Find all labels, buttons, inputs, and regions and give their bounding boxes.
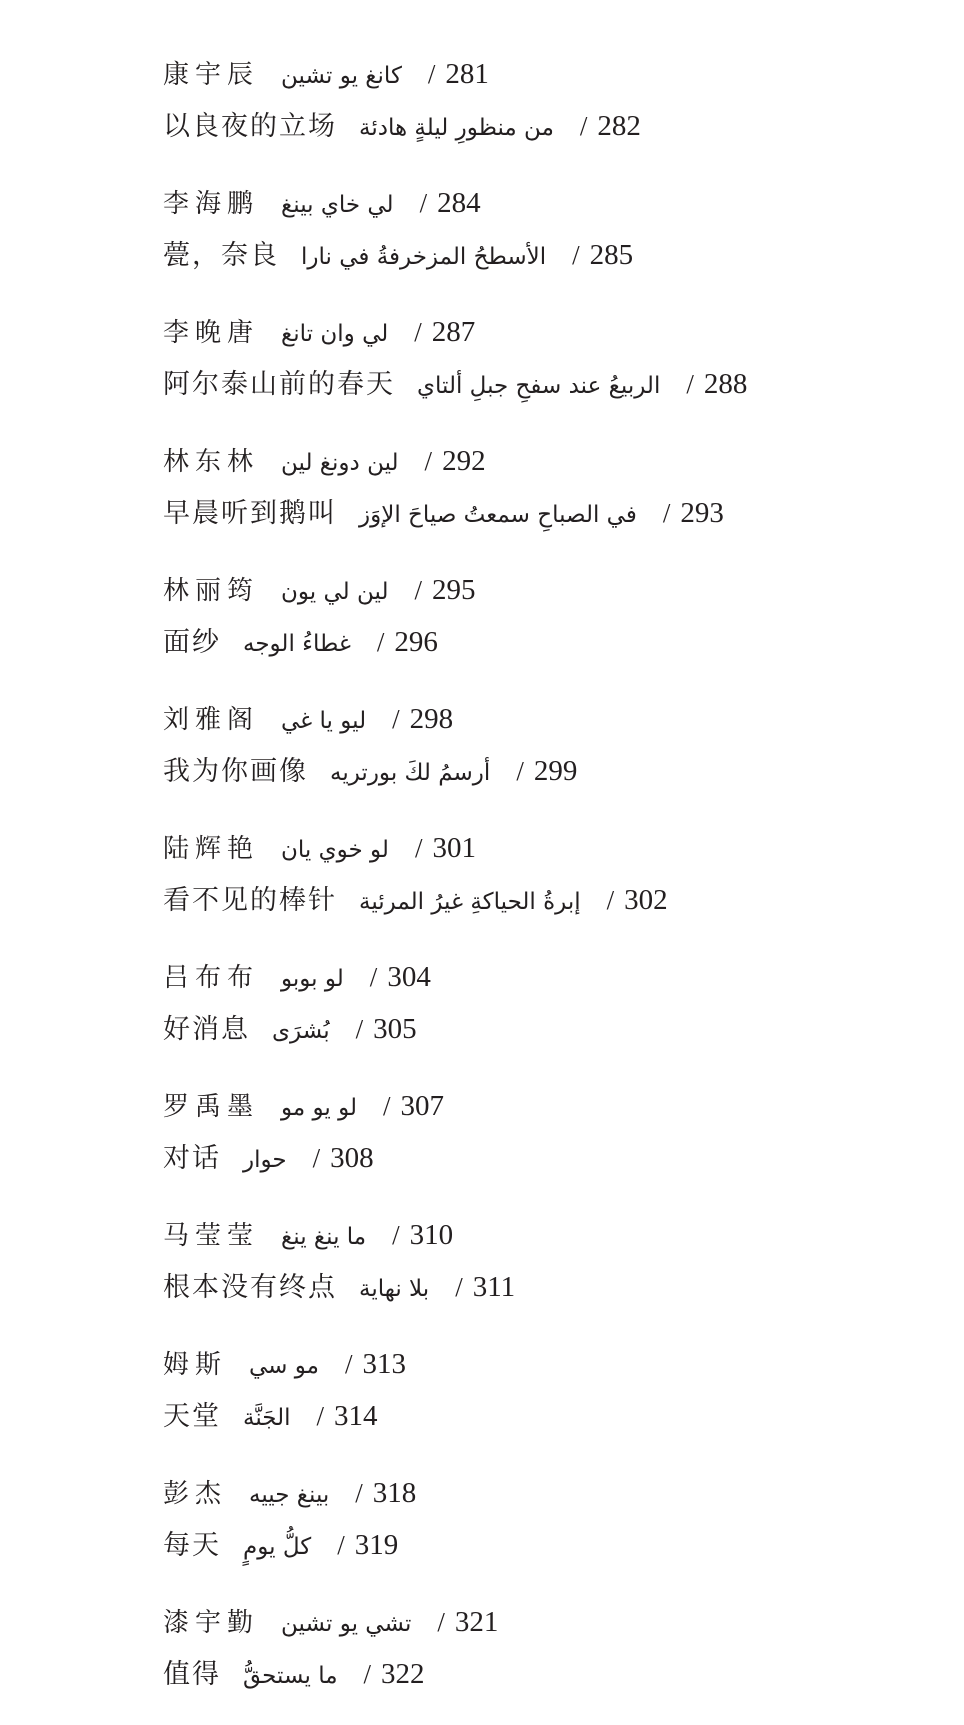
author-line[interactable]: [163, 1467, 923, 1519]
author-arabic-name: لو يو مو: [281, 1095, 358, 1121]
author-chinese-name: 李海鹏: [163, 189, 260, 219]
poem-chinese-name: 根本没有终点: [163, 1272, 337, 1303]
page-number: 285: [589, 239, 634, 271]
poem-line[interactable]: [163, 1390, 923, 1442]
poem-chinese-name: 早晨听到鹅叫: [163, 498, 337, 529]
separator: /: [572, 240, 580, 270]
poem-chinese-name: 值得: [163, 1659, 221, 1690]
page-number: 311: [472, 1271, 516, 1303]
author-chinese-name: 马莹莹: [163, 1221, 260, 1251]
toc-entry: [163, 306, 923, 410]
separator: /: [363, 1659, 372, 1689]
author-line[interactable]: [163, 48, 923, 100]
poem-chinese-name: 我为你画像: [163, 756, 308, 787]
separator: /: [414, 833, 423, 863]
separator: /: [383, 1091, 391, 1121]
separator: /: [344, 1349, 353, 1379]
separator: /: [376, 627, 385, 657]
page-number: 301: [432, 832, 476, 864]
poem-arabic-name: بُشرَى: [272, 1018, 330, 1044]
toc-entry: [163, 435, 923, 539]
separator: /: [355, 1014, 364, 1044]
page-number: 299: [533, 755, 578, 787]
separator: /: [414, 575, 422, 605]
author-arabic-name: تشي يو تشين: [281, 1611, 412, 1637]
page-number: 322: [381, 1658, 425, 1690]
toc-entry: [163, 177, 923, 281]
author-chinese-name: 刘雅阁: [163, 705, 260, 735]
author-line[interactable]: [163, 1338, 923, 1390]
separator: /: [424, 446, 433, 476]
separator: /: [337, 1530, 345, 1560]
page-number: 287: [431, 316, 476, 348]
separator: /: [414, 317, 422, 347]
poem-arabic-name: كلُّ يومٍ: [243, 1534, 312, 1560]
page-number: 295: [431, 574, 476, 606]
poem-arabic-name: الجَنَّة: [243, 1405, 291, 1431]
separator: /: [437, 1607, 445, 1637]
poem-chinese-name: 好消息: [163, 1014, 250, 1045]
page-number: 298: [409, 703, 454, 735]
author-arabic-name: ليو يا غي: [281, 708, 367, 734]
toc-entry: [163, 1209, 923, 1313]
table-of-contents: [163, 48, 923, 1725]
poem-chinese-name: 甍，奈良: [163, 240, 279, 271]
poem-line[interactable]: [163, 487, 923, 539]
author-arabic-name: مو سي: [249, 1353, 319, 1379]
author-chinese-name: 康宇辰: [163, 60, 260, 90]
author-arabic-name: بينغ جييه: [249, 1482, 330, 1508]
separator: /: [419, 188, 428, 218]
author-arabic-name: ما ينغ ينغ: [281, 1224, 367, 1250]
separator: /: [427, 59, 436, 89]
author-chinese-name: 姆斯: [163, 1350, 228, 1380]
poem-line[interactable]: [163, 1132, 923, 1184]
author-chinese-name: 李晚唐: [163, 318, 260, 348]
author-line[interactable]: [163, 693, 923, 745]
author-arabic-name: لين لي يون: [281, 579, 389, 605]
page-number: 321: [454, 1606, 499, 1638]
author-line[interactable]: [163, 1596, 923, 1648]
page-number: 302: [624, 884, 668, 916]
separator: /: [312, 1143, 321, 1173]
toc-entry: [163, 951, 923, 1055]
page-number: 310: [409, 1219, 454, 1251]
toc-entry: [163, 1467, 923, 1571]
separator: /: [392, 704, 400, 734]
poem-chinese-name: 每天: [163, 1530, 221, 1561]
separator: /: [316, 1401, 325, 1431]
poem-chinese-name: 对话: [163, 1143, 221, 1174]
author-arabic-name: لي وان تانغ: [281, 321, 389, 347]
poem-line[interactable]: [163, 1648, 923, 1700]
poem-arabic-name: ما يستحقُّ: [243, 1663, 338, 1689]
poem-line[interactable]: [163, 229, 923, 281]
author-line[interactable]: [163, 1209, 923, 1261]
poem-chinese-name: 面纱: [163, 627, 221, 658]
author-chinese-name: 漆宇勤: [163, 1608, 260, 1638]
page-number: 281: [445, 58, 489, 90]
page-number: 313: [362, 1348, 406, 1380]
poem-chinese-name: 阿尔泰山前的春天: [163, 369, 395, 400]
page-number: 319: [354, 1529, 399, 1561]
poem-line[interactable]: [163, 1519, 923, 1571]
author-line[interactable]: [163, 435, 923, 487]
author-line[interactable]: [163, 822, 923, 874]
author-arabic-name: لي خاي بينغ: [281, 192, 394, 218]
author-line[interactable]: [163, 1080, 923, 1132]
toc-entry: [163, 1080, 923, 1184]
separator: /: [516, 756, 524, 786]
page-number: 307: [400, 1090, 445, 1122]
poem-line[interactable]: [163, 1003, 923, 1055]
author-arabic-name: لين دونغ لين: [281, 450, 399, 476]
poem-arabic-name: الربيعُ عند سفحِ جبلِ ألتاي: [417, 373, 661, 399]
page-number: 318: [372, 1477, 417, 1509]
poem-chinese-name: 以良夜的立场: [163, 111, 337, 142]
poem-chinese-name: 天堂: [163, 1401, 221, 1432]
toc-entry: [163, 822, 923, 926]
toc-entry: [163, 693, 923, 797]
poem-line[interactable]: [163, 358, 923, 410]
separator: /: [606, 885, 615, 915]
toc-entry: [163, 48, 923, 152]
poem-line[interactable]: [163, 745, 923, 797]
poem-line[interactable]: [163, 616, 923, 668]
page-number: 308: [330, 1142, 374, 1174]
author-arabic-name: كانغ يو تشين: [281, 63, 402, 89]
poem-arabic-name: بلا نهاية: [359, 1276, 430, 1302]
author-line[interactable]: [163, 951, 923, 1003]
page-number: 305: [373, 1013, 417, 1045]
separator: /: [355, 1478, 363, 1508]
poem-arabic-name: الأسطحُ المزخرفةُ في نارا: [301, 244, 547, 270]
author-chinese-name: 吕布布: [163, 963, 260, 993]
page-number: 292: [442, 445, 486, 477]
author-arabic-name: لو خوي يان: [281, 837, 389, 863]
author-chinese-name: 罗禹墨: [163, 1092, 260, 1122]
page-number: 284: [437, 187, 481, 219]
author-chinese-name: 彭杰: [163, 1479, 228, 1509]
author-line[interactable]: [163, 564, 923, 616]
poem-arabic-name: أرسمُ لكَ بورتريه: [330, 760, 491, 786]
author-chinese-name: 陆辉艳: [163, 834, 260, 864]
author-chinese-name: 林东林: [163, 447, 260, 477]
author-arabic-name: لو بوبو: [281, 966, 344, 992]
author-line[interactable]: [163, 177, 923, 229]
poem-line[interactable]: [163, 1261, 923, 1313]
separator: /: [662, 498, 671, 528]
separator: /: [369, 962, 378, 992]
poem-arabic-name: حوار: [243, 1147, 287, 1173]
separator: /: [392, 1220, 400, 1250]
poem-line[interactable]: [163, 100, 923, 152]
page-number: 282: [597, 110, 641, 142]
toc-entry: [163, 564, 923, 668]
page-number: 293: [680, 497, 724, 529]
page-number: 304: [387, 961, 431, 993]
separator: /: [455, 1272, 463, 1302]
author-chinese-name: 林丽筠: [163, 576, 260, 606]
poem-chinese-name: 看不见的棒针: [163, 885, 337, 916]
page-number: 296: [394, 626, 438, 658]
author-line[interactable]: [163, 306, 923, 358]
page-number: 288: [703, 368, 748, 400]
poem-arabic-name: إبرةُ الحياكةِ غيرُ المرئية: [359, 889, 581, 915]
toc-entry: [163, 1596, 923, 1700]
poem-arabic-name: من منظورِ ليلةٍ هادئة: [359, 115, 554, 141]
poem-line[interactable]: [163, 874, 923, 926]
page-number: 314: [334, 1400, 378, 1432]
poem-arabic-name: غطاءُ الوجه: [243, 631, 351, 657]
separator: /: [579, 111, 588, 141]
separator: /: [686, 369, 694, 399]
poem-arabic-name: في الصباحِ سمعتُ صياحَ الإوَز: [359, 502, 637, 528]
toc-entry: [163, 1338, 923, 1442]
